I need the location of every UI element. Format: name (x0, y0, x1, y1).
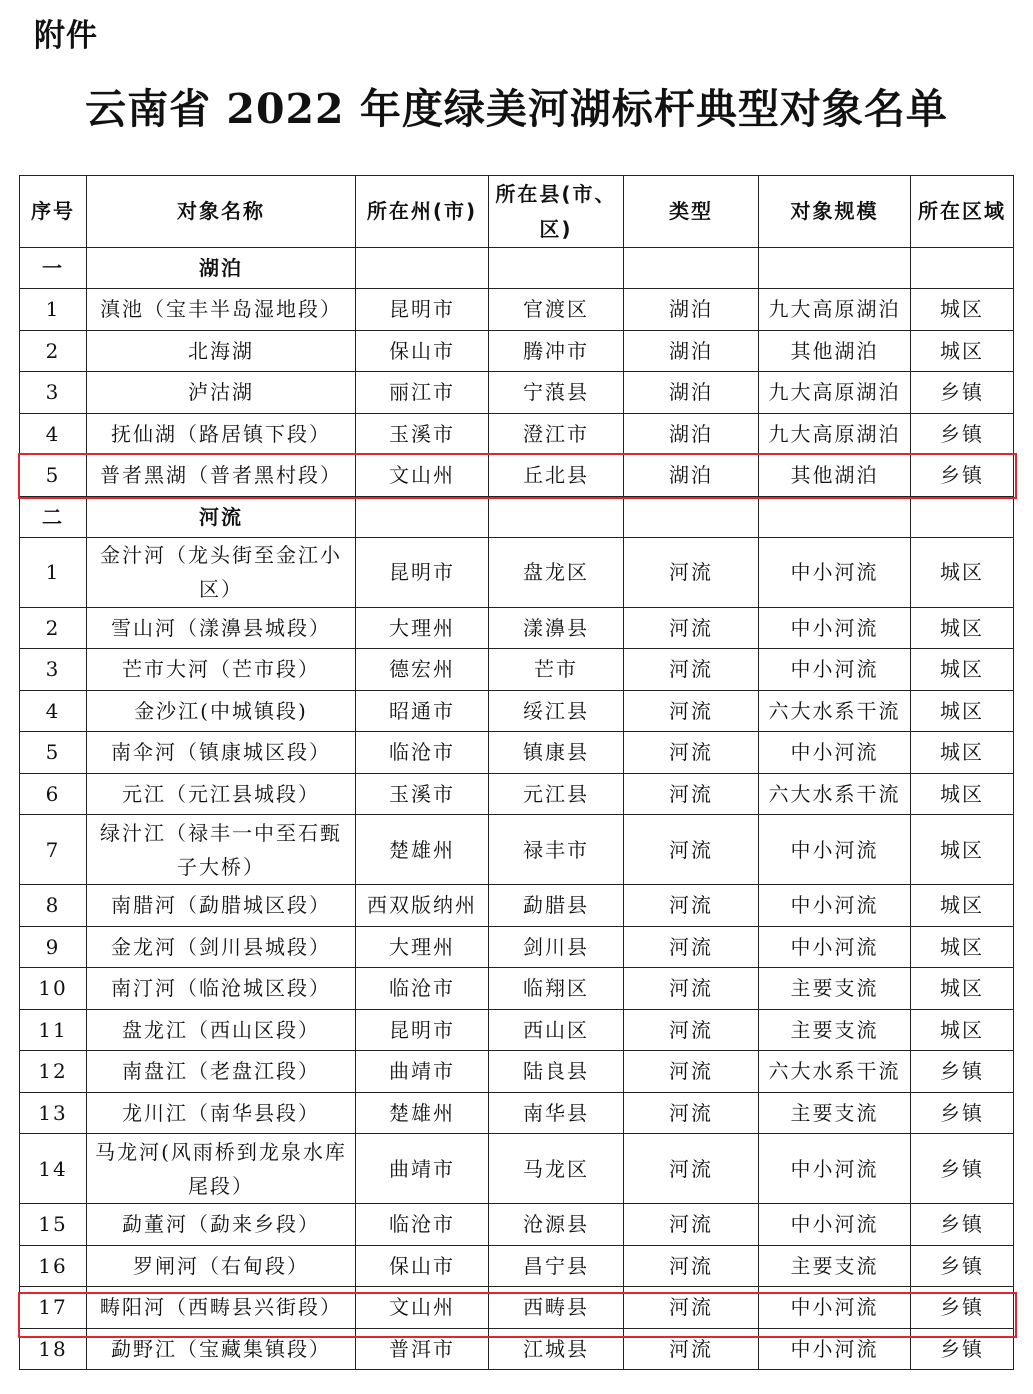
cell-county: 江城县 (489, 1328, 624, 1370)
table-row (20, 455, 1014, 497)
cell-area: 城区 (911, 773, 1014, 815)
cell-county: 元江县 (489, 773, 624, 815)
table-row (20, 330, 1014, 372)
cell-type: 湖泊 (624, 372, 759, 414)
cell-prefecture: 楚雄州 (356, 1092, 489, 1134)
header-scale: 对象规模 (759, 176, 911, 248)
section-index: 二 (20, 496, 87, 537)
cell-name: 勐董河（勐来乡段） (87, 1204, 356, 1246)
cell-scale: 中小河流 (759, 1134, 911, 1204)
header-type: 类型 (624, 176, 759, 248)
cell-area: 乡镇 (911, 413, 1014, 455)
attachment-label: 附件 (34, 18, 98, 54)
table-row (20, 732, 1014, 774)
cell-prefecture: 昆明市 (356, 537, 489, 607)
cell-index: 7 (20, 815, 87, 885)
cell-prefecture: 楚雄州 (356, 815, 489, 885)
cell-type: 河流 (624, 690, 759, 732)
cell-type: 河流 (624, 926, 759, 968)
section-row (20, 248, 1014, 289)
cell-index: 15 (20, 1204, 87, 1246)
cell-prefecture: 曲靖市 (356, 1134, 489, 1204)
cell-scale: 六大水系干流 (759, 773, 911, 815)
cell-type: 河流 (624, 1134, 759, 1204)
cell-scale: 九大高原湖泊 (759, 372, 911, 414)
cell-county: 马龙区 (489, 1134, 624, 1204)
document-title: 云南省 2022 年度绿美河湖标杆典型对象名单 (85, 85, 948, 133)
cell-type: 河流 (624, 968, 759, 1010)
cell-prefecture: 文山州 (356, 455, 489, 497)
section-empty-cell (624, 496, 759, 537)
cell-prefecture: 普洱市 (356, 1328, 489, 1370)
header-index: 序号 (20, 176, 87, 248)
cell-county: 勐腊县 (489, 885, 624, 927)
cell-county: 南华县 (489, 1092, 624, 1134)
cell-scale: 中小河流 (759, 732, 911, 774)
cell-name: 金龙河（剑川县城段） (87, 926, 356, 968)
cell-scale: 主要支流 (759, 1245, 911, 1287)
cell-prefecture: 大理州 (356, 926, 489, 968)
cell-scale: 其他湖泊 (759, 330, 911, 372)
section-label: 湖泊 (87, 248, 356, 289)
cell-name: 抚仙湖（路居镇下段） (87, 413, 356, 455)
table-header-row (20, 176, 1014, 248)
cell-name: 泸沽湖 (87, 372, 356, 414)
table-row (20, 413, 1014, 455)
cell-prefecture: 保山市 (356, 330, 489, 372)
section-empty-cell (759, 496, 911, 537)
cell-type: 河流 (624, 815, 759, 885)
cell-index: 4 (20, 690, 87, 732)
cell-area: 乡镇 (911, 1287, 1014, 1329)
cell-name: 龙川江（南华县段） (87, 1092, 356, 1134)
header-area: 所在区域 (911, 176, 1014, 248)
section-empty-cell (911, 248, 1014, 289)
cell-name: 北海湖 (87, 330, 356, 372)
cell-area: 乡镇 (911, 455, 1014, 497)
cell-name: 盘龙江（西山区段） (87, 1009, 356, 1051)
table-row (20, 537, 1014, 607)
cell-name: 畴阳河（西畴县兴街段） (87, 1287, 356, 1329)
cell-scale: 九大高原湖泊 (759, 289, 911, 331)
cell-area: 乡镇 (911, 1328, 1014, 1370)
cell-index: 3 (20, 649, 87, 691)
cell-name: 南汀河（临沧城区段） (87, 968, 356, 1010)
cell-prefecture: 丽江市 (356, 372, 489, 414)
cell-prefecture: 临沧市 (356, 968, 489, 1010)
cell-county: 临翔区 (489, 968, 624, 1010)
cell-prefecture: 昆明市 (356, 289, 489, 331)
cell-area: 城区 (911, 926, 1014, 968)
cell-county: 剑川县 (489, 926, 624, 968)
cell-type: 湖泊 (624, 413, 759, 455)
cell-type: 河流 (624, 649, 759, 691)
cell-type: 河流 (624, 607, 759, 649)
table-row (20, 607, 1014, 649)
table-row (20, 372, 1014, 414)
table-row (20, 1092, 1014, 1134)
header-county: 所在县(市、区) (489, 176, 624, 248)
cell-area: 城区 (911, 690, 1014, 732)
cell-name: 南盘江（老盘江段） (87, 1051, 356, 1093)
roster-body (20, 248, 1014, 1370)
cell-name: 南腊河（勐腊城区段） (87, 885, 356, 927)
cell-county: 西山区 (489, 1009, 624, 1051)
table-row (20, 926, 1014, 968)
cell-index: 8 (20, 885, 87, 927)
cell-prefecture: 玉溪市 (356, 413, 489, 455)
cell-prefecture: 临沧市 (356, 732, 489, 774)
cell-area: 乡镇 (911, 1092, 1014, 1134)
table-row (20, 773, 1014, 815)
cell-scale: 九大高原湖泊 (759, 413, 911, 455)
cell-area: 城区 (911, 537, 1014, 607)
cell-type: 湖泊 (624, 289, 759, 331)
cell-scale: 中小河流 (759, 1328, 911, 1370)
cell-area: 城区 (911, 1009, 1014, 1051)
cell-area: 城区 (911, 289, 1014, 331)
table-row (20, 1051, 1014, 1093)
table-row (20, 1204, 1014, 1246)
cell-name: 绿汁江（禄丰一中至石甄子大桥） (87, 815, 356, 885)
section-row (20, 496, 1014, 537)
cell-type: 河流 (624, 1328, 759, 1370)
cell-county: 禄丰市 (489, 815, 624, 885)
cell-index: 6 (20, 773, 87, 815)
cell-county: 沧源县 (489, 1204, 624, 1246)
cell-area: 乡镇 (911, 1204, 1014, 1246)
cell-county: 官渡区 (489, 289, 624, 331)
cell-area: 乡镇 (911, 1134, 1014, 1204)
cell-index: 9 (20, 926, 87, 968)
cell-type: 河流 (624, 1204, 759, 1246)
cell-name: 马龙河(风雨桥到龙泉水库尾段） (87, 1134, 356, 1204)
table-row (20, 1287, 1014, 1329)
cell-scale: 六大水系干流 (759, 690, 911, 732)
cell-county: 腾冲市 (489, 330, 624, 372)
cell-scale: 中小河流 (759, 649, 911, 691)
cell-prefecture: 曲靖市 (356, 1051, 489, 1093)
cell-name: 罗闸河（右甸段） (87, 1245, 356, 1287)
cell-county: 丘北县 (489, 455, 624, 497)
cell-prefecture: 玉溪市 (356, 773, 489, 815)
cell-scale: 主要支流 (759, 1009, 911, 1051)
table-row (20, 1245, 1014, 1287)
cell-name: 芒市大河（芒市段） (87, 649, 356, 691)
cell-area: 乡镇 (911, 372, 1014, 414)
cell-county: 宁蒗县 (489, 372, 624, 414)
cell-scale: 中小河流 (759, 1287, 911, 1329)
cell-area: 城区 (911, 815, 1014, 885)
cell-index: 1 (20, 289, 87, 331)
section-empty-cell (489, 248, 624, 289)
cell-scale: 中小河流 (759, 1204, 911, 1246)
cell-name: 滇池（宝丰半岛湿地段） (87, 289, 356, 331)
cell-type: 河流 (624, 1287, 759, 1329)
cell-area: 城区 (911, 607, 1014, 649)
cell-county: 绥江县 (489, 690, 624, 732)
cell-name: 普者黑湖（普者黑村段） (87, 455, 356, 497)
cell-county: 西畴县 (489, 1287, 624, 1329)
cell-index: 2 (20, 607, 87, 649)
table-row (20, 968, 1014, 1010)
cell-index: 5 (20, 732, 87, 774)
cell-area: 乡镇 (911, 1245, 1014, 1287)
cell-prefecture: 昆明市 (356, 1009, 489, 1051)
cell-type: 河流 (624, 1009, 759, 1051)
cell-scale: 主要支流 (759, 968, 911, 1010)
cell-scale: 六大水系干流 (759, 1051, 911, 1093)
cell-area: 城区 (911, 649, 1014, 691)
cell-scale: 中小河流 (759, 607, 911, 649)
cell-area: 城区 (911, 330, 1014, 372)
header-prefecture: 所在州(市) (356, 176, 489, 248)
table-row (20, 649, 1014, 691)
cell-index: 3 (20, 372, 87, 414)
cell-type: 湖泊 (624, 330, 759, 372)
section-empty-cell (356, 248, 489, 289)
section-empty-cell (489, 496, 624, 537)
cell-index: 16 (20, 1245, 87, 1287)
cell-index: 17 (20, 1287, 87, 1329)
cell-prefecture: 文山州 (356, 1287, 489, 1329)
cell-name: 元江（元江县城段） (87, 773, 356, 815)
cell-prefecture: 大理州 (356, 607, 489, 649)
cell-index: 18 (20, 1328, 87, 1370)
cell-name: 金汁河（龙头街至金江小区） (87, 537, 356, 607)
cell-area: 城区 (911, 732, 1014, 774)
section-empty-cell (911, 496, 1014, 537)
table-row (20, 815, 1014, 885)
cell-type: 河流 (624, 885, 759, 927)
cell-index: 1 (20, 537, 87, 607)
cell-index: 10 (20, 968, 87, 1010)
cell-index: 14 (20, 1134, 87, 1204)
cell-name: 南伞河（镇康城区段） (87, 732, 356, 774)
section-empty-cell (759, 248, 911, 289)
cell-type: 河流 (624, 1245, 759, 1287)
cell-name: 雪山河（漾濞县城段） (87, 607, 356, 649)
section-empty-cell (624, 248, 759, 289)
cell-county: 澄江市 (489, 413, 624, 455)
table-row (20, 690, 1014, 732)
cell-prefecture: 西双版纳州 (356, 885, 489, 927)
table-row (20, 885, 1014, 927)
table-row (20, 289, 1014, 331)
cell-type: 河流 (624, 732, 759, 774)
cell-index: 12 (20, 1051, 87, 1093)
cell-area: 城区 (911, 885, 1014, 927)
cell-index: 11 (20, 1009, 87, 1051)
cell-county: 芒市 (489, 649, 624, 691)
section-empty-cell (356, 496, 489, 537)
cell-type: 河流 (624, 1092, 759, 1134)
table-row (20, 1328, 1014, 1370)
cell-area: 乡镇 (911, 1051, 1014, 1093)
roster-table (19, 175, 1014, 1370)
table-row (20, 1009, 1014, 1051)
cell-prefecture: 保山市 (356, 1245, 489, 1287)
cell-county: 陆良县 (489, 1051, 624, 1093)
cell-area: 城区 (911, 968, 1014, 1010)
cell-index: 4 (20, 413, 87, 455)
cell-index: 2 (20, 330, 87, 372)
cell-type: 河流 (624, 537, 759, 607)
cell-scale: 中小河流 (759, 815, 911, 885)
cell-index: 5 (20, 455, 87, 497)
header-name: 对象名称 (87, 176, 356, 248)
cell-type: 河流 (624, 1051, 759, 1093)
cell-scale: 其他湖泊 (759, 455, 911, 497)
cell-name: 勐野江（宝藏集镇段） (87, 1328, 356, 1370)
cell-county: 漾濞县 (489, 607, 624, 649)
section-label: 河流 (87, 496, 356, 537)
cell-county: 盘龙区 (489, 537, 624, 607)
cell-type: 河流 (624, 773, 759, 815)
cell-prefecture: 昭通市 (356, 690, 489, 732)
cell-county: 镇康县 (489, 732, 624, 774)
cell-prefecture: 临沧市 (356, 1204, 489, 1246)
section-index: 一 (20, 248, 87, 289)
cell-scale: 中小河流 (759, 885, 911, 927)
table-row (20, 1134, 1014, 1204)
cell-type: 湖泊 (624, 455, 759, 497)
cell-scale: 中小河流 (759, 537, 911, 607)
cell-county: 昌宁县 (489, 1245, 624, 1287)
cell-prefecture: 德宏州 (356, 649, 489, 691)
cell-index: 13 (20, 1092, 87, 1134)
cell-scale: 中小河流 (759, 926, 911, 968)
cell-name: 金沙江(中城镇段) (87, 690, 356, 732)
cell-scale: 主要支流 (759, 1092, 911, 1134)
